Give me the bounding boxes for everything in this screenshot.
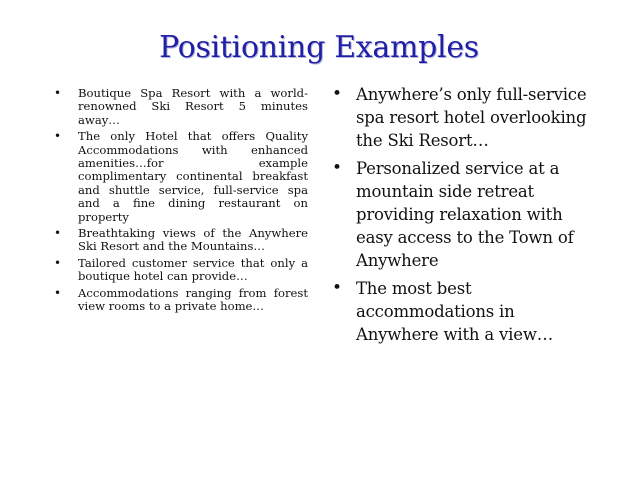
list-item — [52, 227, 308, 254]
list-item-text: Personalized service at a mountain side retreat providing relaxation with easy access to the Town of Anywhere — [356, 158, 574, 271]
left-bullet-list — [52, 87, 308, 317]
list-item — [52, 287, 308, 314]
list-item — [52, 130, 308, 224]
bullet-icon: • — [54, 226, 62, 241]
list-item-text: The most best accommodations in Anywhere with a view… — [356, 278, 554, 345]
right-bullet-list — [330, 83, 592, 350]
bullet-icon: • — [54, 86, 62, 100]
bullet-icon: • — [332, 277, 342, 298]
bullet-icon: • — [332, 84, 342, 104]
list-item-text: Anywhere’s only full-service spa resort hotel overlooking the Ski Resort… — [356, 85, 587, 151]
bullet-icon: • — [54, 285, 62, 300]
list-item — [330, 157, 592, 273]
list-item — [330, 83, 592, 153]
list-item-text: Breathtaking views of the Anywhere Ski Resort and the Mountains… — [78, 226, 308, 254]
list-item-text: Accommodations ranging from forest view rooms to a private home… — [78, 285, 308, 314]
bullet-icon: • — [54, 255, 62, 270]
bullet-icon: • — [54, 129, 62, 144]
list-item — [52, 87, 308, 127]
slide-title: Positioning Examples — [159, 30, 479, 65]
list-item — [330, 277, 592, 347]
list-item-text: The only Hotel that offers Quality Accommodations with enhanced amenities…for example complimentary continental breakfast and shuttle service, full-service spa and a fine dining restaurant on property — [78, 129, 308, 224]
list-item-text: Tailored customer service that only a boutique hotel can provide… — [78, 255, 308, 284]
bullet-icon: • — [332, 157, 342, 178]
list-item — [52, 257, 308, 284]
list-item-text: Boutique Spa Resort with a world-renowned Ski Resort 5 minutes away… — [78, 86, 308, 127]
